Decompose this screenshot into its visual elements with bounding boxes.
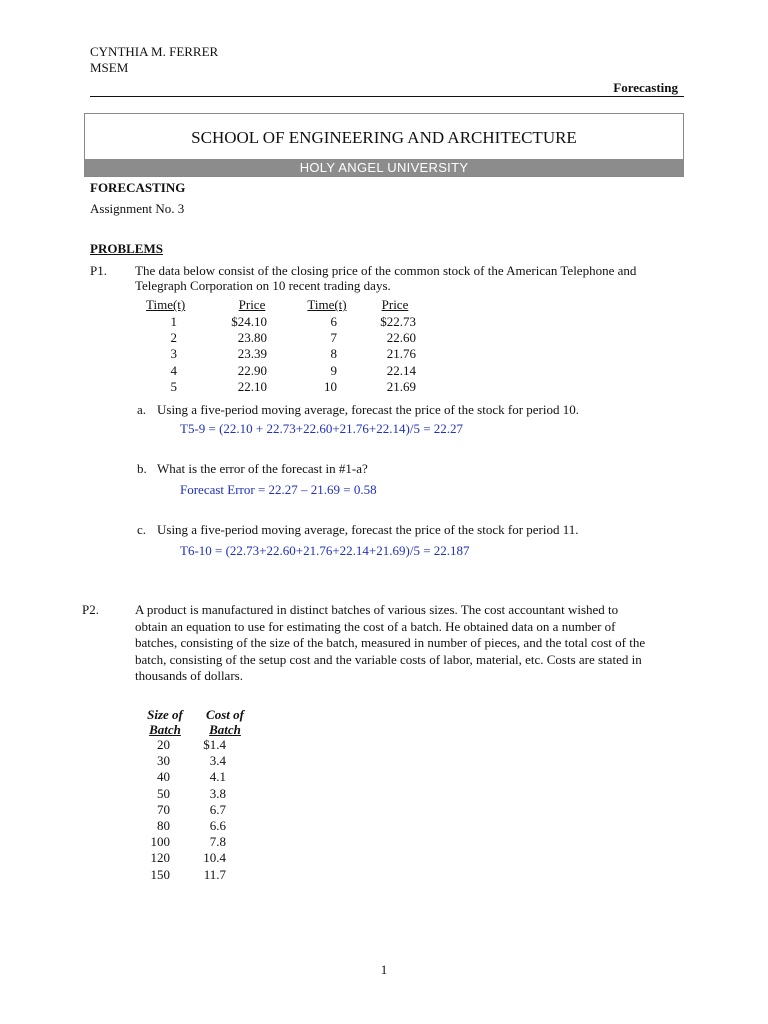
table-cell: 22.14 — [386, 362, 416, 378]
question-a-answer: T5-9 = (22.10 + 22.73+22.60+21.76+22.14)/5 = 22.27 — [180, 421, 464, 436]
table-row — [140, 802, 260, 818]
doc-heading: FORECASTING — [90, 180, 186, 195]
table-row — [140, 330, 428, 346]
table-cell: 50 — [157, 785, 170, 801]
assignment-label: Assignment No. 3 — [90, 201, 185, 216]
table-cell: 6 — [330, 313, 337, 329]
table-cell: 150 — [150, 866, 170, 882]
problem-2-line: batch, consisting of the setup cost and the variable costs of labor, material, etc. Costs are stated in — [135, 651, 642, 667]
table-cell: $22.73 — [380, 313, 416, 329]
question-b-answer: Forecast Error = 22.27 – 21.69 = 0.58 — [180, 482, 377, 497]
table-row — [140, 834, 260, 850]
table-cell: 4.1 — [209, 769, 226, 785]
table-cell: $24.10 — [231, 313, 267, 329]
table-row — [140, 363, 428, 379]
table-cell: 3 — [170, 346, 177, 362]
table-cell: 100 — [150, 834, 170, 850]
table-cell: 2 — [170, 329, 177, 345]
problem-1-label: P1. — [90, 263, 107, 278]
table-row — [140, 850, 260, 866]
table-cell: 7.8 — [209, 834, 226, 850]
table-cell: 21.69 — [386, 379, 416, 395]
table-cell: 3.4 — [209, 753, 226, 769]
problem-2-label: P2. — [82, 602, 99, 617]
table-cell: 23.39 — [237, 346, 267, 362]
question-b-text: What is the error of the forecast in #1-a? — [157, 461, 368, 476]
table-cell: 120 — [150, 850, 170, 866]
table-header: Price — [381, 297, 409, 313]
header-section-title: Forecasting — [613, 80, 678, 95]
header-size-line-2: Batch — [149, 722, 181, 737]
table-cell: $1.4 — [203, 737, 226, 753]
table-cell: 8 — [330, 346, 337, 362]
table-header-row — [140, 297, 428, 313]
problems-heading: PROBLEMS — [90, 241, 163, 256]
stock-price-table — [140, 297, 428, 395]
table-row — [140, 346, 428, 362]
problem-2-line: A product is manufactured in distinct batches of various sizes. The cost accountant wished to — [135, 602, 619, 617]
table-row — [140, 867, 260, 883]
table-row — [140, 313, 428, 329]
table-header — [140, 707, 190, 737]
table-row — [140, 818, 260, 834]
header-cost-line-1: Cost of — [206, 707, 244, 722]
header-size-line-1: Size of — [147, 707, 183, 722]
question-a-label: a. — [137, 402, 147, 417]
table-cell: 10 — [324, 379, 337, 395]
table-header-row — [140, 707, 260, 737]
table-cell: 9 — [330, 362, 337, 378]
table-cell: 6.6 — [209, 818, 226, 834]
page-number: 1 — [380, 962, 388, 977]
table-cell: 70 — [157, 801, 170, 817]
table-row — [140, 753, 260, 769]
table-row — [140, 379, 428, 395]
problem-2-line: batches, consisting of the size of the batch, measured in number of pieces, and the total cost of the — [135, 635, 646, 650]
problem-2-line: obtain an equation to use for estimating the cost of a batch. He obtained data on a number of — [135, 618, 616, 634]
table-row — [140, 769, 260, 785]
table-header: Price — [238, 297, 266, 313]
batch-cost-table — [140, 707, 260, 883]
table-cell: 5 — [170, 379, 177, 395]
table-cell: 40 — [157, 769, 170, 785]
school-banner — [84, 113, 684, 177]
table-cell: 1 — [170, 313, 177, 329]
question-c-answer: T6-10 = (22.73+22.60+21.76+22.14+21.69)/5 = 22.187 — [180, 543, 470, 558]
table-header: Time(t) — [307, 297, 347, 313]
table-header: Time(t) — [146, 297, 186, 313]
table-cell: 23.80 — [237, 329, 267, 345]
table-cell: 80 — [157, 818, 170, 834]
table-row — [140, 737, 260, 753]
table-cell: 11.7 — [203, 866, 226, 882]
table-cell: 4 — [170, 362, 177, 378]
table-cell: 7 — [330, 329, 337, 345]
question-b-label: b. — [137, 461, 147, 476]
table-cell: 10.4 — [203, 850, 226, 866]
table-cell: 3.8 — [209, 785, 226, 801]
school-title: SCHOOL OF ENGINEERING AND ARCHITECTURE — [191, 128, 577, 147]
university-name: HOLY ANGEL UNIVERSITY — [85, 159, 683, 176]
table-cell: 22.90 — [237, 362, 267, 378]
table-cell: 6.7 — [209, 801, 226, 817]
author-name: CYNTHIA M. FERRER — [90, 44, 219, 59]
table-cell: 22.10 — [237, 379, 267, 395]
table-row — [140, 786, 260, 802]
table-cell: 22.60 — [386, 329, 416, 345]
header-rule — [90, 96, 684, 97]
question-a-text: Using a five-period moving average, forecast the price of the stock for period 10. — [157, 402, 579, 417]
question-c-label: c. — [137, 522, 147, 537]
problem-1-text-line-1: The data below consist of the closing price of the common stock of the American Telephone and — [135, 263, 637, 278]
table-cell: 30 — [157, 753, 170, 769]
table-header — [190, 707, 260, 737]
question-c-text: Using a five-period moving average, forecast the price of the stock for period 11. — [157, 522, 579, 537]
problem-2-line: thousands of dollars. — [135, 668, 243, 683]
header-cost-line-2: Batch — [209, 722, 241, 737]
table-cell: 20 — [157, 737, 170, 753]
table-cell: 21.76 — [386, 346, 416, 362]
problem-1-text-line-2: Telegraph Corporation on 10 recent trading days. — [135, 278, 391, 293]
author-degree: MSEM — [90, 60, 129, 75]
